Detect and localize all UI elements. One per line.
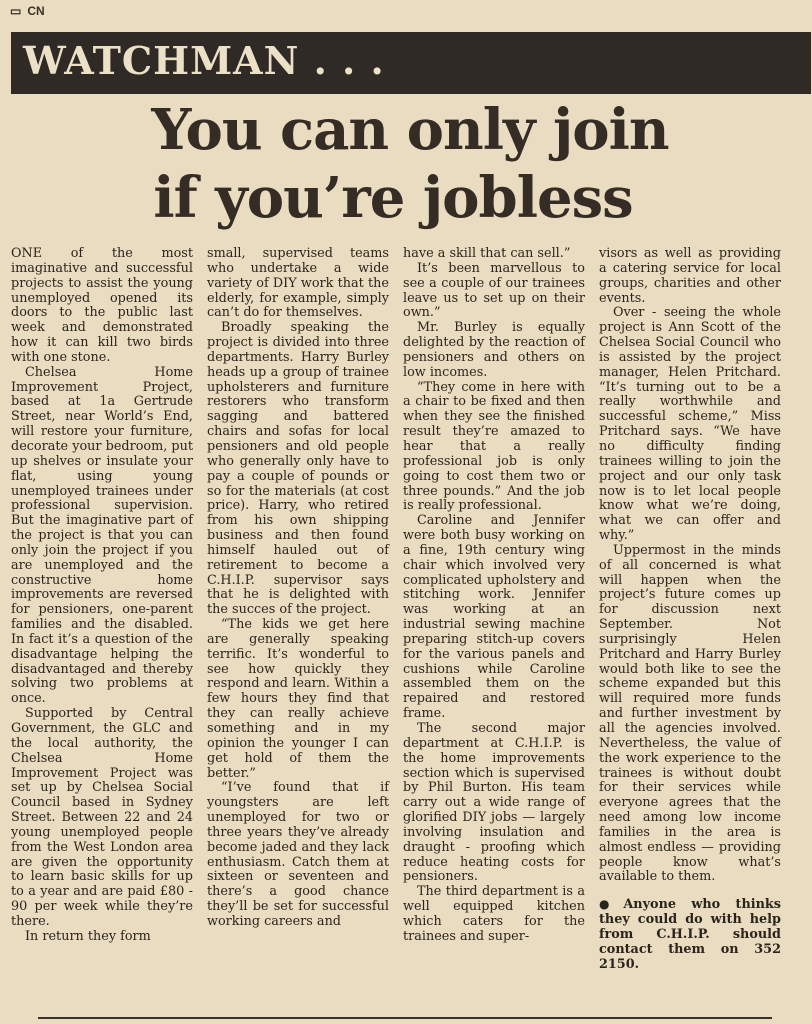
paragraph: In return they form — [25, 928, 151, 944]
paragraph: The third department is a well equipped kitchen which caters for the trainees and super- — [403, 884, 585, 944]
bullet-icon: ● — [599, 897, 621, 912]
paragraph: Caroline and Jennifer were both busy working on a fine, 19th century wing chair which involved very complicated upholstery and stitching work. Jennifer was working at an industrial sewing machine preparing stitch-up covers for the various panels and cushions while Caroline assembled them on the repaired and restored frame. — [403, 513, 585, 722]
column-kicker: WATCHMAN . . . — [23, 38, 385, 83]
article-headline — [0, 96, 812, 232]
paragraph: Mr. Burley is equally delighted by the reaction of pensioners and others on low incomes. — [403, 320, 585, 380]
contact-note-text: Anyone who thinks they could do with help from C.H.I.P. should contact them on 352 2150. — [599, 897, 781, 972]
paragraph: Supported by Central Government, the GLC and the local authority, the Chelsea Home Improvement Project was set up by Chelsea Social Council based in Sydney Street. Between 22 and 24 young unemployed people from the West London area are given the opportunity to learn basic skills for up to a year and are paid £80 - 90 per week while they’re there. — [11, 706, 193, 929]
paragraph: Broadly speaking the project is divided into three departments. Harry Burley heads up a group of trainee upholsterers and furniture restorers who transform sagging and battered chairs and sofas for local pensioners and old people who generally only have to pay a couple of pounds or so for the materials (at cost price). Harry, who retired from his own shipping business and then found himself hauled out of retirement to become a C.H.I.P. supervisor says that he is delighted with the succes of the project. — [207, 320, 389, 618]
paragraph: small, supervised teams who undertake a wide variety of DIY work that the elderly, for example, simply can’t do for themselves. — [207, 246, 389, 321]
paragraph: “The kids we get here are generally speaking terrific. It’s wonderful to see how quickly they respond and learn. Within a few hours they find that they can really achieve something and in my opinion the younger I can get hold of them the better.” — [207, 617, 389, 781]
paragraph: Uppermost in the minds of all concerned is what will happen when the project’s future comes up for discussion next September. Not surprisingly Helen Pritchard and Harry Burley would both like to see the scheme expanded but this will required more funds and further investment by all the agencies involved. Nevertheless, the value of the work experience to the trainees is without doubt for their services while everyone agrees that the need among low income families in the area is almost endless — providing people know what’s available to them. — [599, 542, 781, 885]
clipping-code: CN — [27, 4, 45, 18]
headline-line-2: if you’re jobless — [153, 165, 633, 231]
article-column-1 — [11, 247, 193, 973]
column-banner — [11, 32, 811, 94]
contact-note — [599, 897, 781, 972]
article-column-3 — [403, 247, 585, 973]
bottom-rule — [38, 1017, 772, 1019]
paragraph: visors as well as providing a catering service for local groups, charities and other events. — [599, 246, 781, 306]
article-column-4 — [599, 247, 781, 973]
paragraph: have a skill that can sell.” — [403, 246, 571, 261]
paragraph: The second major department at C.H.I.P. is the home improvements section which is supervised by Phil Burton. His team carry out a wide range of glorified DIY jobs — largely involving insulation and draught - proofing which reduce heating costs for pensioners. — [403, 721, 585, 885]
paragraph: “I’ve found that if youngsters are left unemployed for two or three years they’ve already become jaded and they lack enthusiasm. Catch them at sixteen or seventeen and there’s a good chance they’ll be set for successful working careers and — [207, 780, 389, 929]
headline-line-1: You can only join — [151, 97, 669, 163]
paragraph: Chelsea Home Improvement Project, based at 1a Gertrude Street, near World’s End, will restore your furniture, decorate your bedroom, put up shelves or insulate your flat, using young unemployed trainees under professional supervision. But the imaginative part of the project is that you can only join the project if you are unemployed and the constructive home improvements are reversed for pensioners, one-parent families and the disabled. In fact it’s a question of the disadvantage helping the disadvantaged and thereby solving two problems at once. — [11, 364, 193, 707]
paragraph: It’s been marvellous to see a couple of our trainees leave us to set up on their own.” — [403, 260, 585, 321]
clipping-bracket-icon: ▭ — [10, 4, 22, 18]
paragraph: “They come in here with a chair to be fixed and then when they see the finished result they’re amazed to hear that a really professional job is only going to cost them two or three pounds.” And the job is really professional. — [403, 379, 585, 514]
paragraph: Over - seeing the whole project is Ann Scott of the Chelsea Social Council who is assisted by the project manager, Helen Pritchard. “It’s turning out to be a really worthwhile and successful scheme,” Miss Pritchard says. “We have no difficulty finding trainees willing to join the project and our only task now is to let local people know what we’re doing, what we can offer and why.” — [599, 305, 781, 544]
paragraph: ONE of the most imaginative and successful projects to assist the young unemployed opened its doors to the public last week and demonstrated how it can kill two birds with one stone. — [11, 246, 193, 365]
article-body — [11, 247, 781, 973]
article-column-2 — [207, 247, 389, 973]
clipping-mark — [10, 4, 45, 18]
